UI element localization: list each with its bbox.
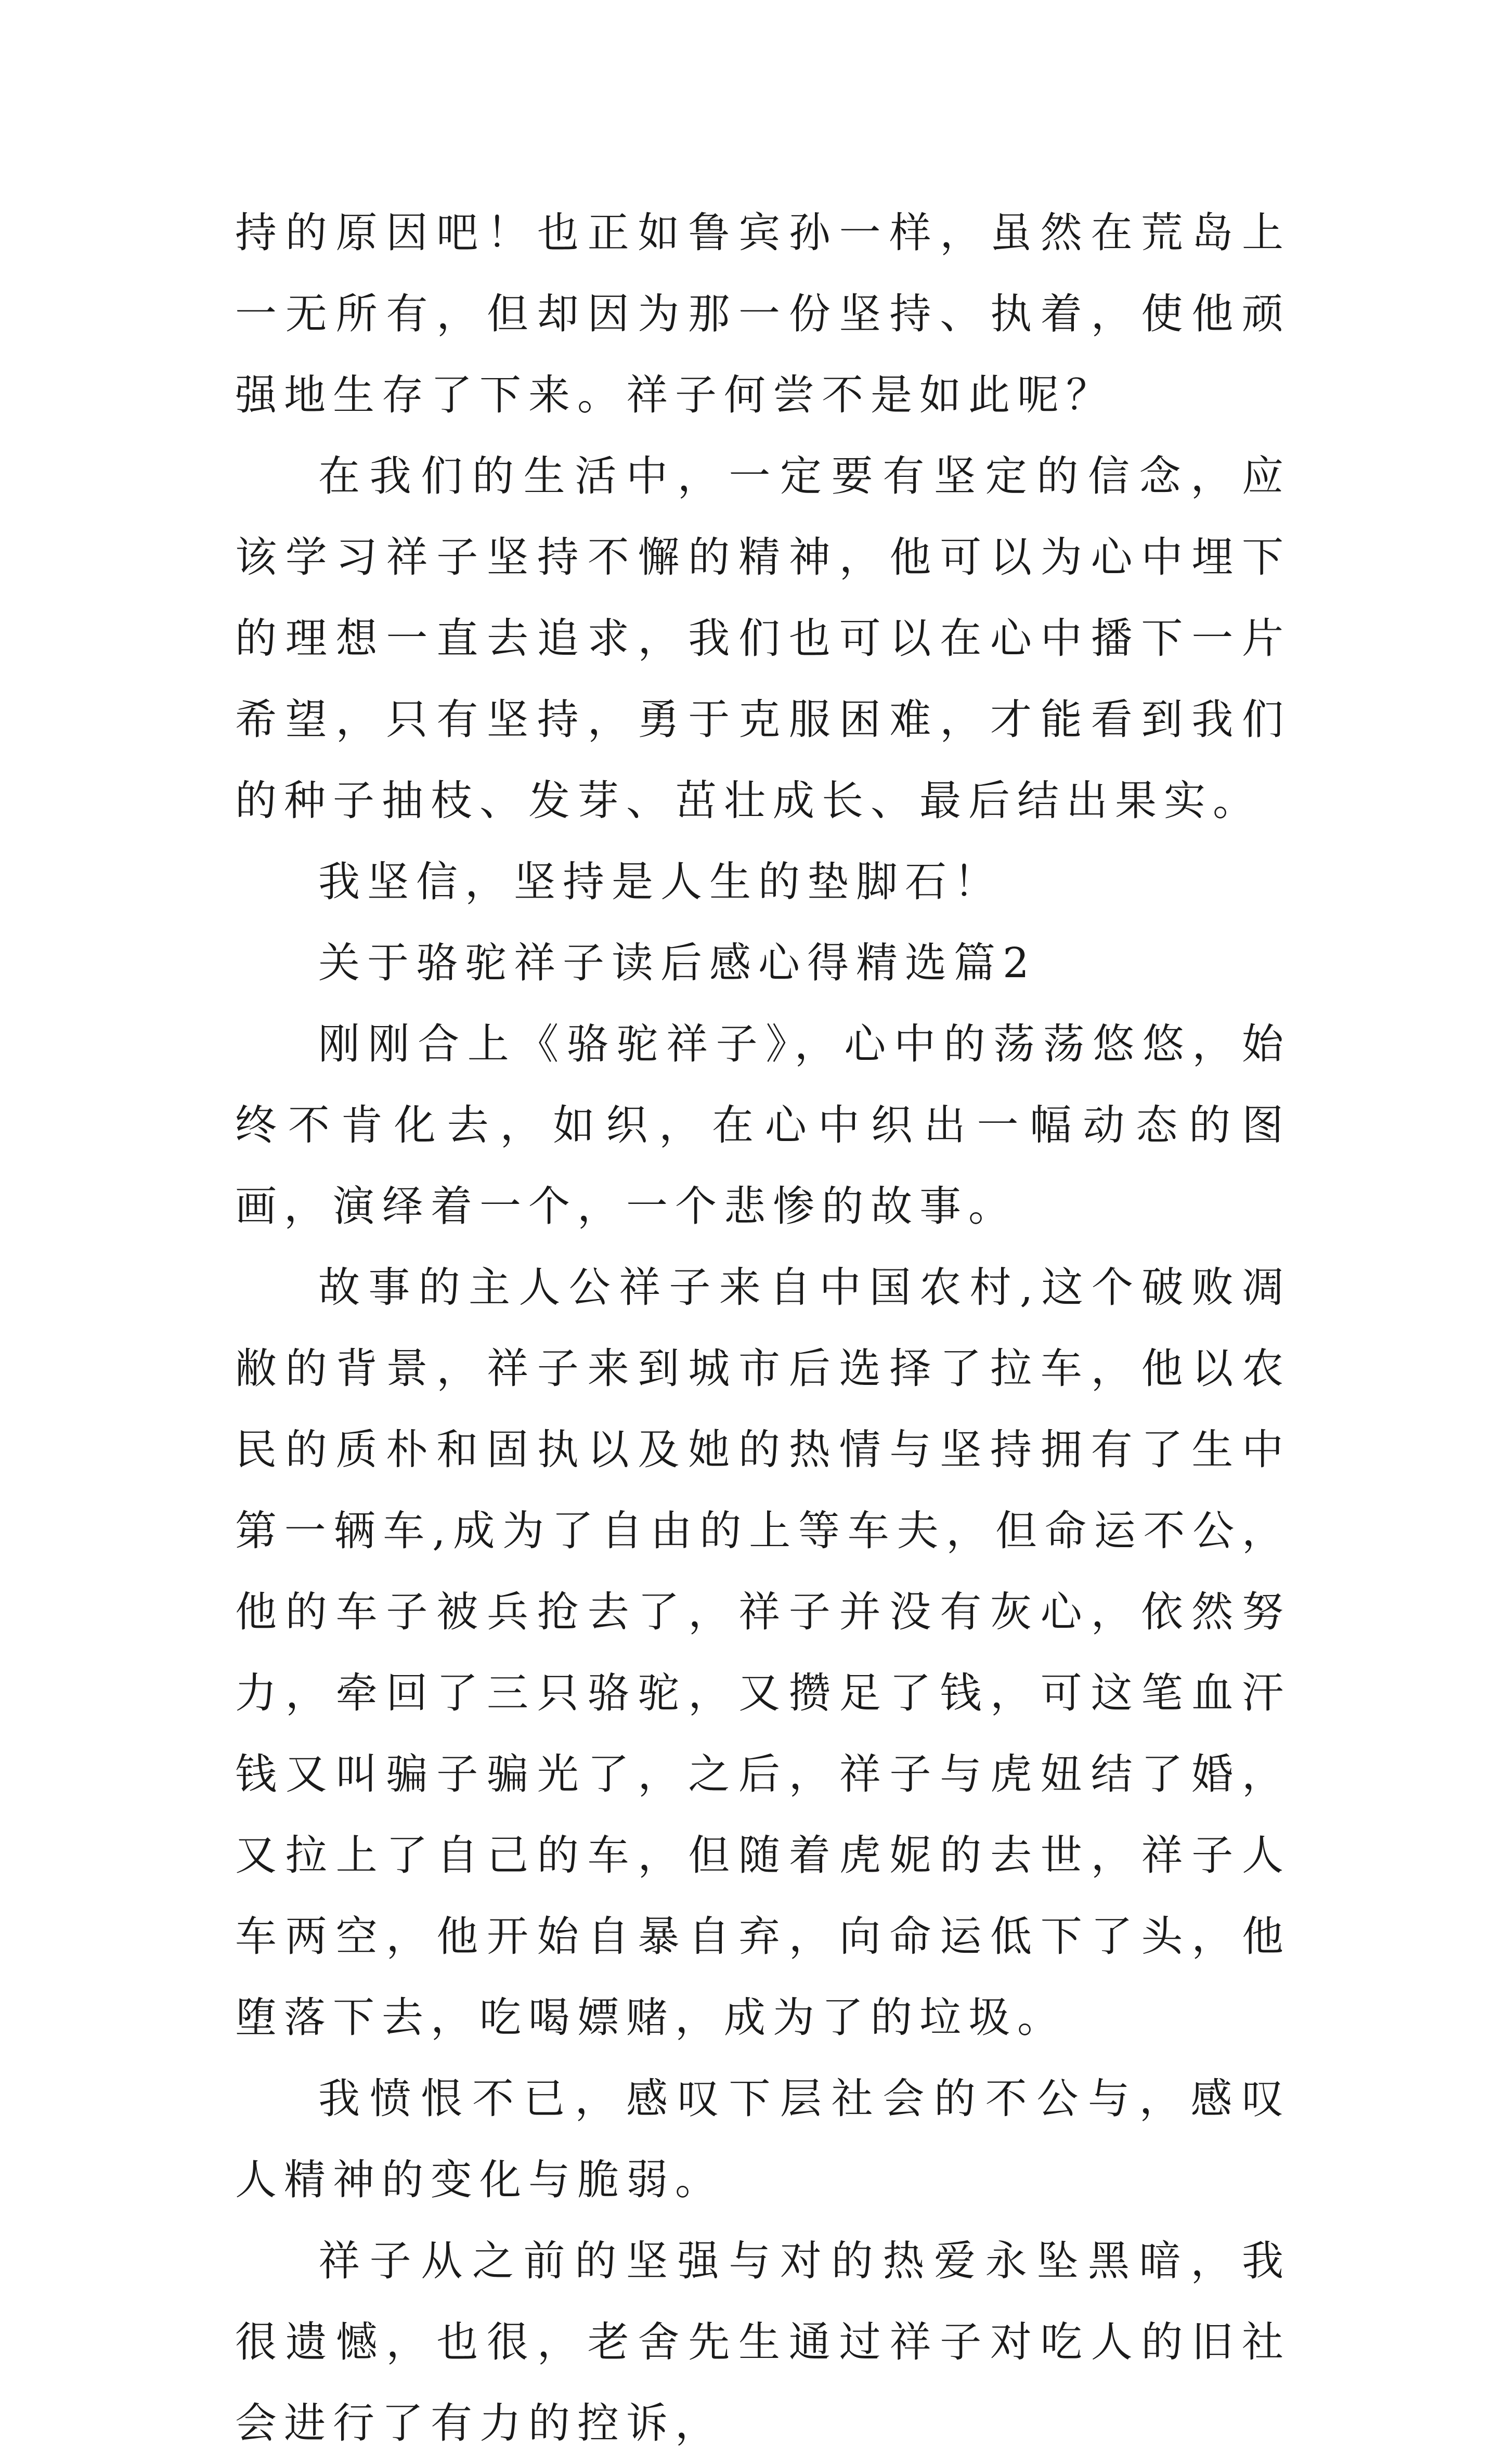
paragraph: 刚刚合上《骆驼祥子》，心中的荡荡悠悠，始终不肯化去，如织，在心中织出一幅动态的图画，演绎着一个，一个悲惨的故事。 [235, 1020, 1291, 1230]
paragraph: 故事的主人公祥子来自中国农村,这个破败凋敝的背景，祥子来到城市后选择了拉车，他以农民的质朴和固执以及她的热情与坚持拥有了生中第一辆车,成为了自由的上等车夫，但命运不公，他的车子被兵抢去了，祥子并没有灰心，依然努力，牵回了三只骆驼，又攒足了钱，可这笔血汗钱又叫骗子骗光了，之后，祥子与虎妞结了婚，又拉上了自己的车，但随着虎妮的去世，祥子人车两空，他开始自暴自弃，向命运低下了头，他堕落下去，吃喝嫖赌，成为了的垃圾。 [235, 1263, 1291, 2042]
paragraph-continuation: 持的原因吧！也正如鲁宾孙一样，虽然在荒岛上一无所有，但却因为那一份坚持、执着，使他顽强地生存了下来。祥子何尝不是如此呢？ [235, 209, 1291, 419]
section-heading: 关于骆驼祥子读后感心得精选篇2 [318, 939, 1036, 987]
paragraph: 我坚信，坚持是人生的垫脚石！ [318, 858, 1003, 906]
paragraph: 祥子从之前的坚强与对的热爱永坠黑暗，我很遗憾，也很，老舍先生通过祥子对吃人的旧社会进行了有力的控诉， [235, 2237, 1291, 2447]
paragraph: 我愤恨不已，感叹下层社会的不公与，感叹人精神的变化与脆弱。 [235, 2074, 1291, 2204]
paragraph: 在我们的生活中，一定要有坚定的信念，应该学习祥子坚持不懈的精神，他可以为心中埋下的理想一直去追求，我们也可以在心中播下一片希望，只有坚持，勇于克服困难，才能看到我们的种子抽枝、发芽、茁壮成长、最后结出果实。 [235, 452, 1291, 825]
document-body [235, 192, 1291, 2464]
